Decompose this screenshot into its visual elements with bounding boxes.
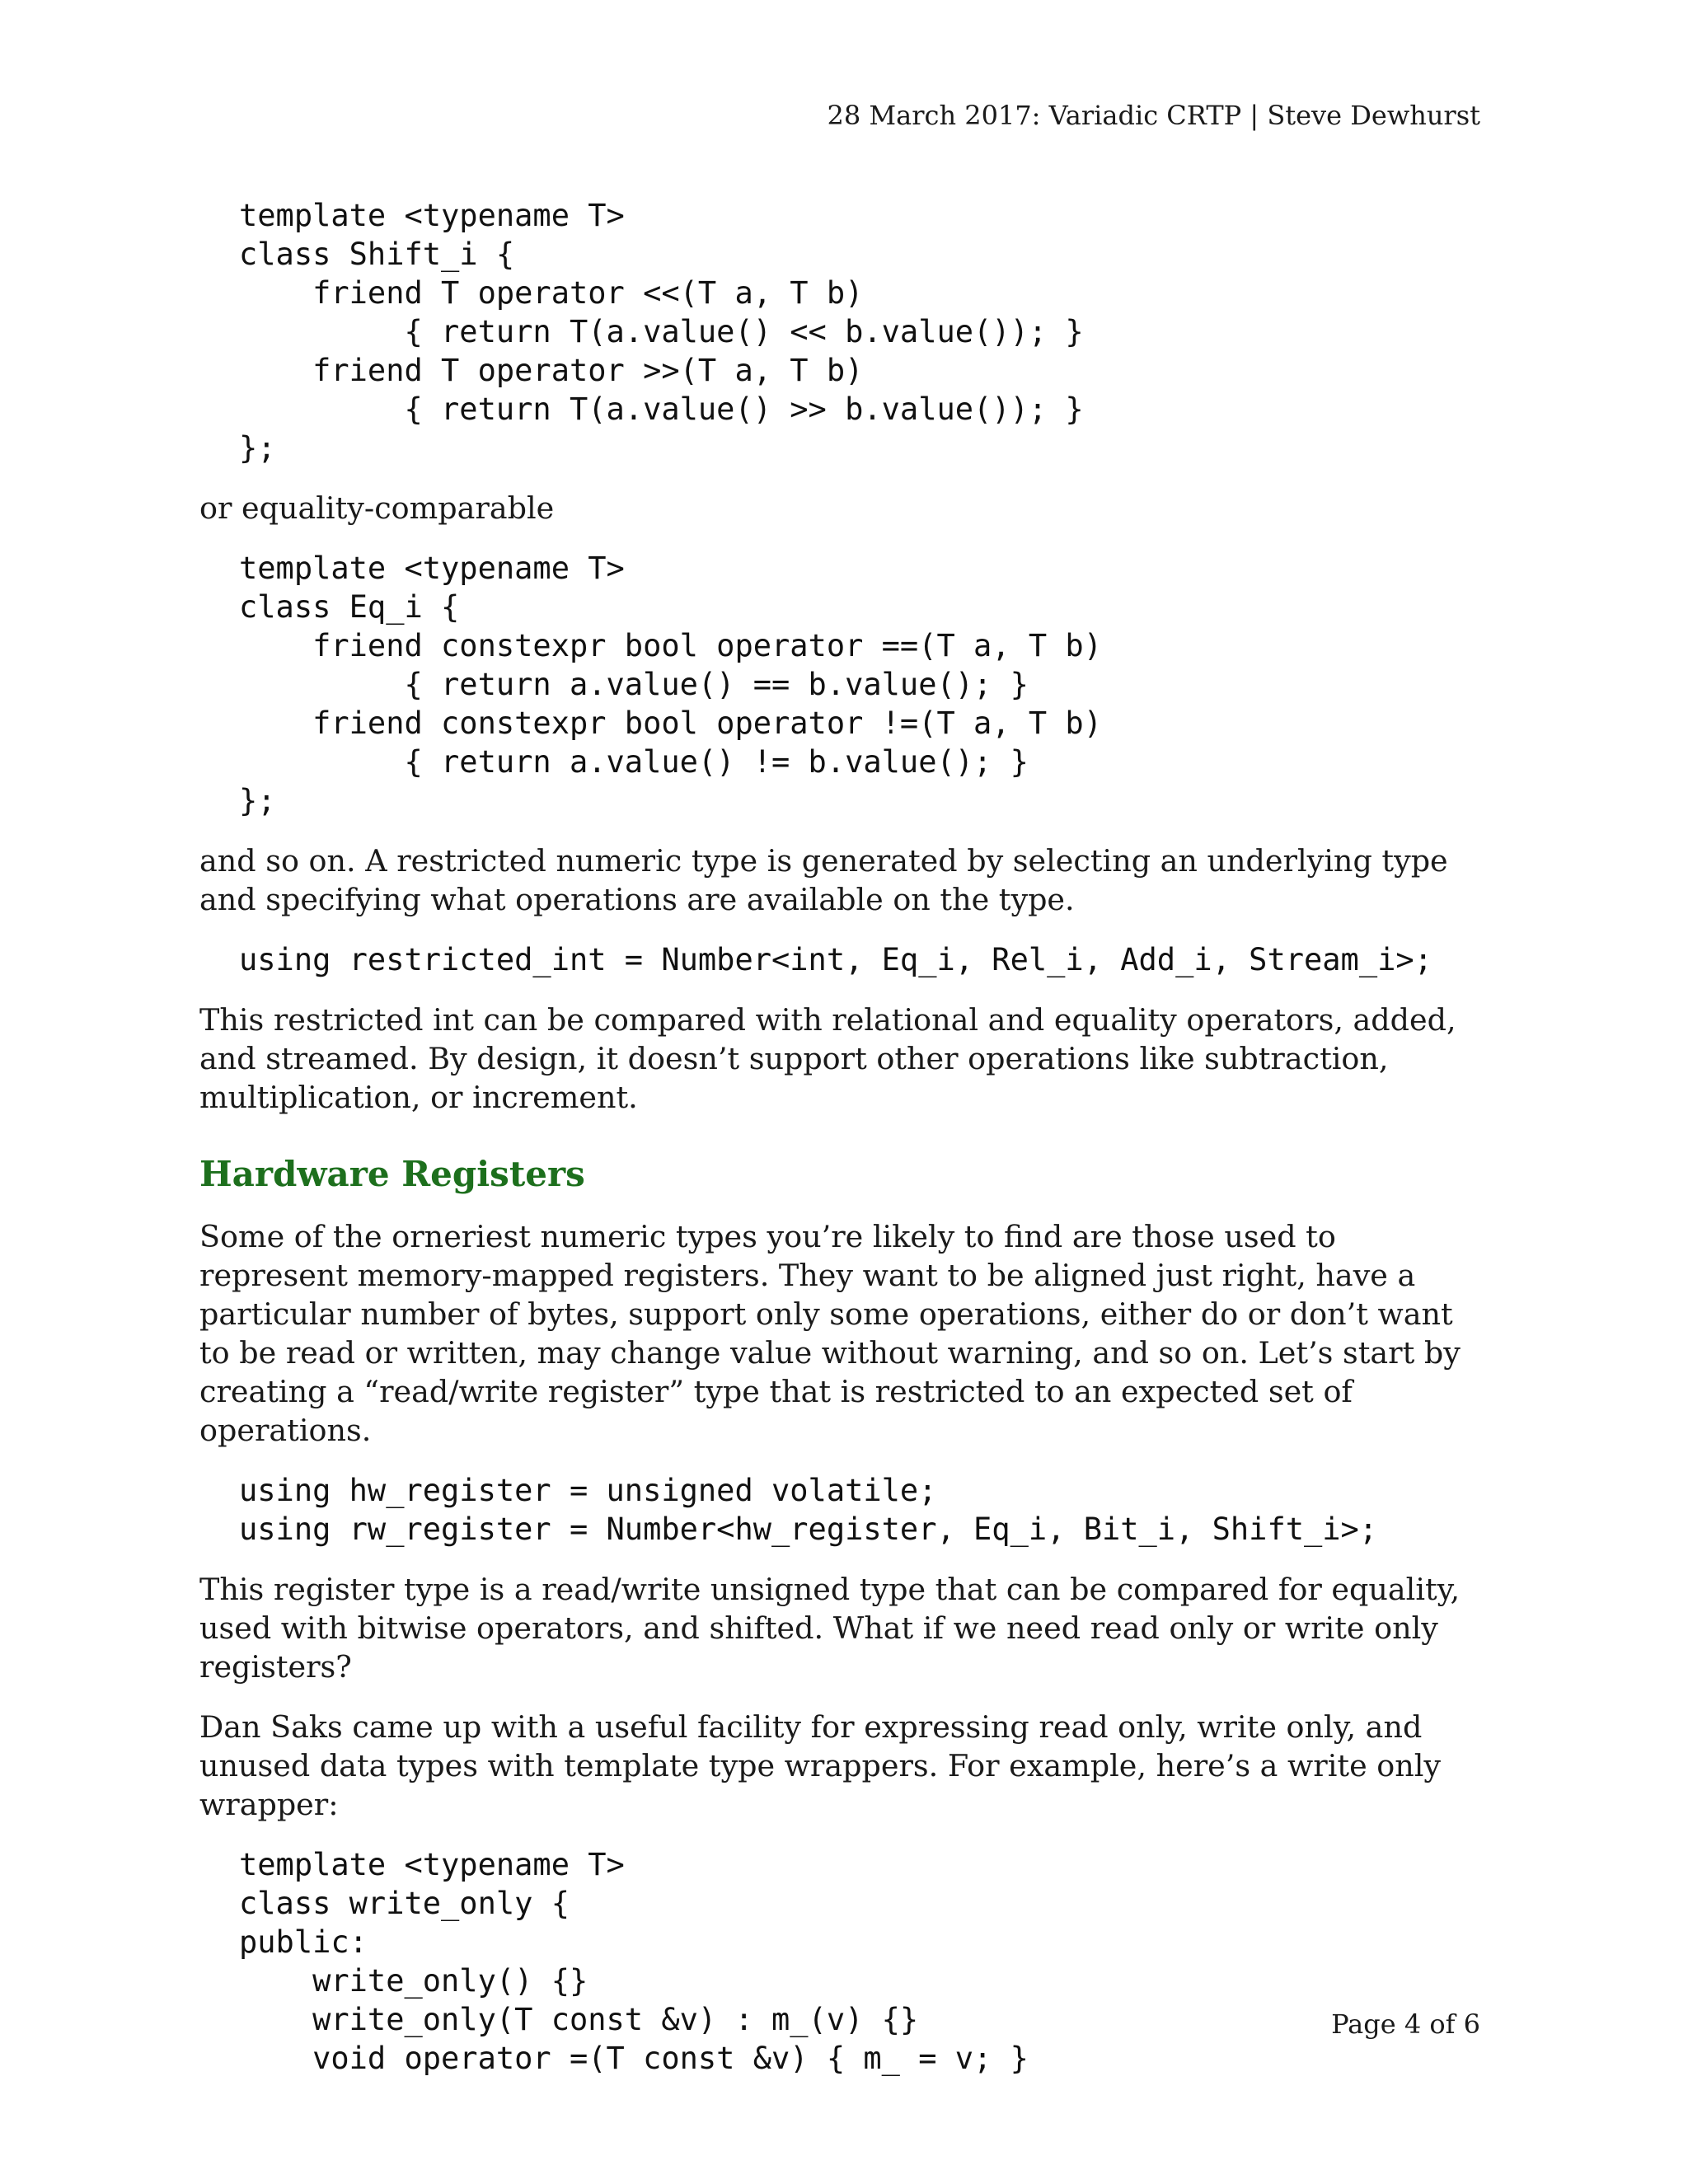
- paragraph-dan-saks: Dan Saks came up with a useful facility for expressing read only, write only, and unused data types with template type wrappers. For example, here’s a write only wrapper:: [199, 1709, 1442, 1822]
- page-content: [199, 196, 1485, 2078]
- code-block-write-only: template <typename T> class write_only { public: write_only() {} write_only(T const &v) : m_(v) {} void operator =(T const &v) { m_ = v; }: [239, 1847, 1029, 2076]
- paragraph-hardware-registers: Some of the orneriest numeric types you’re likely to find are those used to represent memory-mapped registers. They want to be aligned just right, have a particular number of bytes, support only some operations, either do or don’t want to be read or written, may change value without warning, and so on. Let’s start by creating a “read/write register” type that is restricted to an expected set of operations.: [199, 1219, 1461, 1448]
- code-block-restricted-int: using restricted_int = Number<int, Eq_i, Rel_i, Add_i, Stream_i>;: [239, 942, 1432, 977]
- section-heading-hardware-registers: Hardware Registers: [199, 1154, 585, 1194]
- code-block-eq-i: template <typename T> class Eq_i { friend constexpr bool operator ==(T a, T b) { return a.value() == b.value(); } friend constexpr bool operator !=(T a, T b) { return a.value() != b.value(); } };: [239, 551, 1102, 818]
- code-block-register-types: using hw_register = unsigned volatile; using rw_register = Number<hw_register, Eq_i, Bit_i, Shift_i>;: [239, 1473, 1378, 1547]
- paragraph-equality-intro: or equality-comparable: [199, 490, 555, 526]
- running-header: 28 March 2017: Variadic CRTP | Steve Dewhurst: [827, 100, 1480, 131]
- code-block-shift-i: template <typename T> class Shift_i { friend T operator <<(T a, T b) { return T(a.value() << b.value()); } friend T operator >>(T a, T b) { return T(a.value() >> b.value()); } };: [239, 198, 1084, 466]
- page-number: Page 4 of 6: [1331, 2008, 1480, 2040]
- paragraph-and-so-on: and so on. A restricted numeric type is generated by selecting an underlying type and specifying what operations are available on the type.: [199, 843, 1448, 917]
- paragraph-register-type: This register type is a read/write unsigned type that can be compared for equality, used with bitwise operators, and shifted. What if we need read only or write only registers?: [199, 1572, 1461, 1685]
- paragraph-restricted-int: This restricted int can be compared with relational and equality operators, added, and streamed. By design, it doesn’t support other operations like subtraction, multiplication, or increment.: [199, 1002, 1456, 1115]
